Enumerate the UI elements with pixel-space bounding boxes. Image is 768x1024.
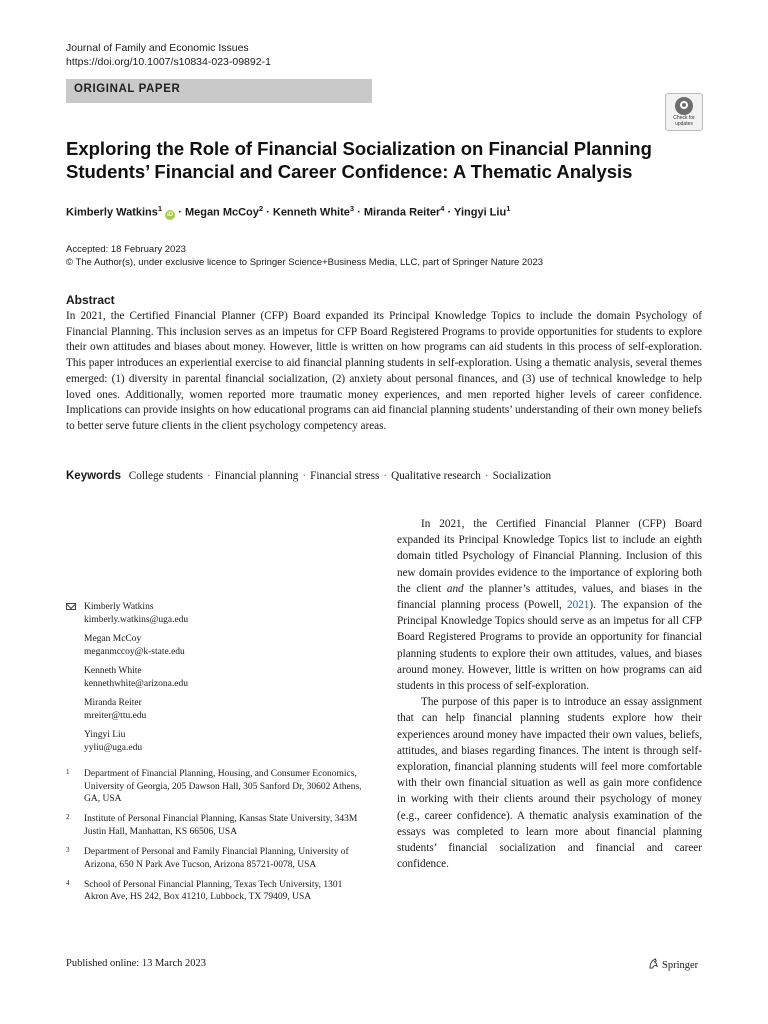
- accepted-date: Accepted: 18 February 2023: [66, 244, 186, 255]
- publisher-logo: [648, 958, 698, 971]
- journal-name: Journal of Family and Economic Issues: [66, 42, 249, 54]
- abstract-body: In 2021, the Certified Financial Planner (CFP) Board expanded its Principal Knowledge Topics to include the domain Psychology of Financial Planning. This inclusion serves as an impetus for CFP Board Registered Programs to provide opportunities for students to explore their own attitudes and biases about money. However, little is written on how programs can aid students in this process of self-exploration. This paper introduces an experiential exercise to aid financial planning students in self-exploration. Using a thematic analysis, several themes emerged: (1) diversity in parental financial socialization, (2) anxiety about personal finances, and (3) use of technical knowledge to help loved ones. Additionally, women reported more traumatic money experiences, and men reported higher levels of career confidence. Implications can provide insights on how educational programs can aid financial planning students’ understanding of their own money beliefs to better serve future clients in the client psychology competency areas.: [66, 310, 702, 432]
- abstract-heading: Abstract: [66, 293, 115, 307]
- keywords: Keywords College students · Financial planning · Financial stress · Qualitative research · Socialization: [66, 470, 552, 482]
- author-name[interactable]: Kimberly Watkins: [66, 206, 158, 219]
- article-title: Exploring the Role of Financial Socialization on Financial Planning Students’ Financial and Career Confidence: A Thematic Analysis: [66, 138, 652, 182]
- keyword: Financial stress: [310, 470, 380, 482]
- keyword: College students: [128, 470, 204, 482]
- orcid-icon[interactable]: iD: [167, 211, 174, 218]
- keyword: Qualitative research: [391, 470, 481, 482]
- springer-horse-icon: [648, 958, 659, 969]
- keyword: Financial planning: [214, 470, 299, 482]
- envelope-icon: [66, 603, 76, 610]
- email-link[interactable]: kennethwhite@arizona.edu: [84, 678, 188, 689]
- publisher-name: Springer: [662, 960, 699, 971]
- article-type-label: ORIGINAL PAPER: [74, 83, 181, 95]
- doi-link[interactable]: https://doi.org/10.1007/s10834-023-09892-1: [66, 56, 271, 68]
- author-list: Kimberly Watkins$^1$ iD · Megan McCoy$^2$ · Kenneth White$^3$ · Miranda Reiter$^4$ · Yingyi Liu$^1$: [66, 204, 511, 219]
- contact-entry: Kenneth White kennethwhite@arizona.edu: [84, 665, 366, 690]
- citation-link[interactable]: 2021: [567, 599, 590, 612]
- author-name[interactable]: Miranda Reiter: [363, 206, 441, 219]
- affiliation-entry: 2 Institute of Personal Financial Planning, Kansas State University, 343M Justin Hall, Manhattan, KS 66506, USA: [66, 813, 358, 837]
- email-link[interactable]: meganmccoy@k-state.edu: [84, 646, 185, 657]
- contact-entry: Megan McCoy meganmccoy@k-state.edu: [84, 633, 366, 658]
- contact-entry: Miranda Reiter mreiter@ttu.edu: [84, 697, 366, 722]
- contact-entry: Kimberly Watkins kimberly.watkins@uga.edu: [84, 601, 366, 626]
- body-paragraph: In 2021, the Certified Financial Planner (CFP) Board expanded its Principal Knowledge Topics list to include an eighth domain titled Psychology of Financial Planning. Inclusion of this new domain provides evidence to the importance of exploring both the client and the planner’s attitudes, values, and biases in the financial planning process (Powell, 2021). The expansion of the Principal Knowledge Topics should serve as an impetus for all CFP Board Registered Programs to provide an opportunity for financial planning students to explore their own attitudes, values, and biases around money. However, little is written on how programs can aid students in this process of self-exploration.: [397, 518, 702, 693]
- check-for-updates-button[interactable]: [665, 93, 703, 131]
- author-name[interactable]: Yingyi Liu: [454, 206, 507, 219]
- keywords-label: Keywords: [66, 470, 121, 482]
- keyword: Socialization: [492, 470, 552, 482]
- corresponding-authors: [66, 601, 366, 761]
- check-updates-icon: [675, 97, 693, 115]
- body-text: [397, 516, 702, 872]
- body-paragraph: The purpose of this paper is to introduce an essay assignment that can help financial planning students explore how their experiences around money have impacted their own values, beliefs, attitudes, and biases regarding finances. The intent is through self-exploration, financial planning students will feel more comfortable with their own financial situation as well as gain more confidence in working with their clients around their psychology of money (e.g., career confidence). A thematic analysis examination of the essays was completed to learn more about financial planning students’ financial socialization and financial and career confidence.: [397, 696, 702, 871]
- email-link[interactable]: yyliu@uga.edu: [84, 742, 143, 753]
- affiliation-entry: 1 Department of Financial Planning, Housing, and Consumer Economics, University of Georgia, 205 Dawson Hall, 305 Sanford Dr, 30602 Athens, GA, USA: [66, 768, 362, 805]
- publication-dates: [66, 244, 543, 269]
- copyright-notice: © The Author(s), under exclusive licence to Springer Science+Business Media, LLC, part of Springer Nature 2023: [66, 256, 544, 268]
- affiliations: [66, 768, 366, 911]
- affiliation-entry: 3 Department of Personal and Family Financial Planning, University of Arizona, 650 N Park Ave Tucson, Arizona 85721-0078, USA: [66, 845, 349, 870]
- contact-entry: Yingyi Liu yyliu@uga.edu: [84, 729, 366, 754]
- article-type-banner: [66, 79, 372, 103]
- published-online-date: Published online: 13 March 2023: [66, 958, 206, 969]
- affiliation-entry: 4 School of Personal Financial Planning, Texas Tech University, 1301 Akron Ave, HS 242, Box 41210, Lubbock, TX 79409, USA: [66, 878, 343, 903]
- journal-header: [66, 41, 271, 69]
- check-updates-label: Check for updates: [673, 115, 695, 127]
- email-link[interactable]: mreiter@ttu.edu: [84, 710, 147, 721]
- author-name[interactable]: Megan McCoy: [184, 206, 259, 219]
- author-name[interactable]: Kenneth White: [272, 206, 350, 219]
- email-link[interactable]: kimberly.watkins@uga.edu: [84, 614, 189, 625]
